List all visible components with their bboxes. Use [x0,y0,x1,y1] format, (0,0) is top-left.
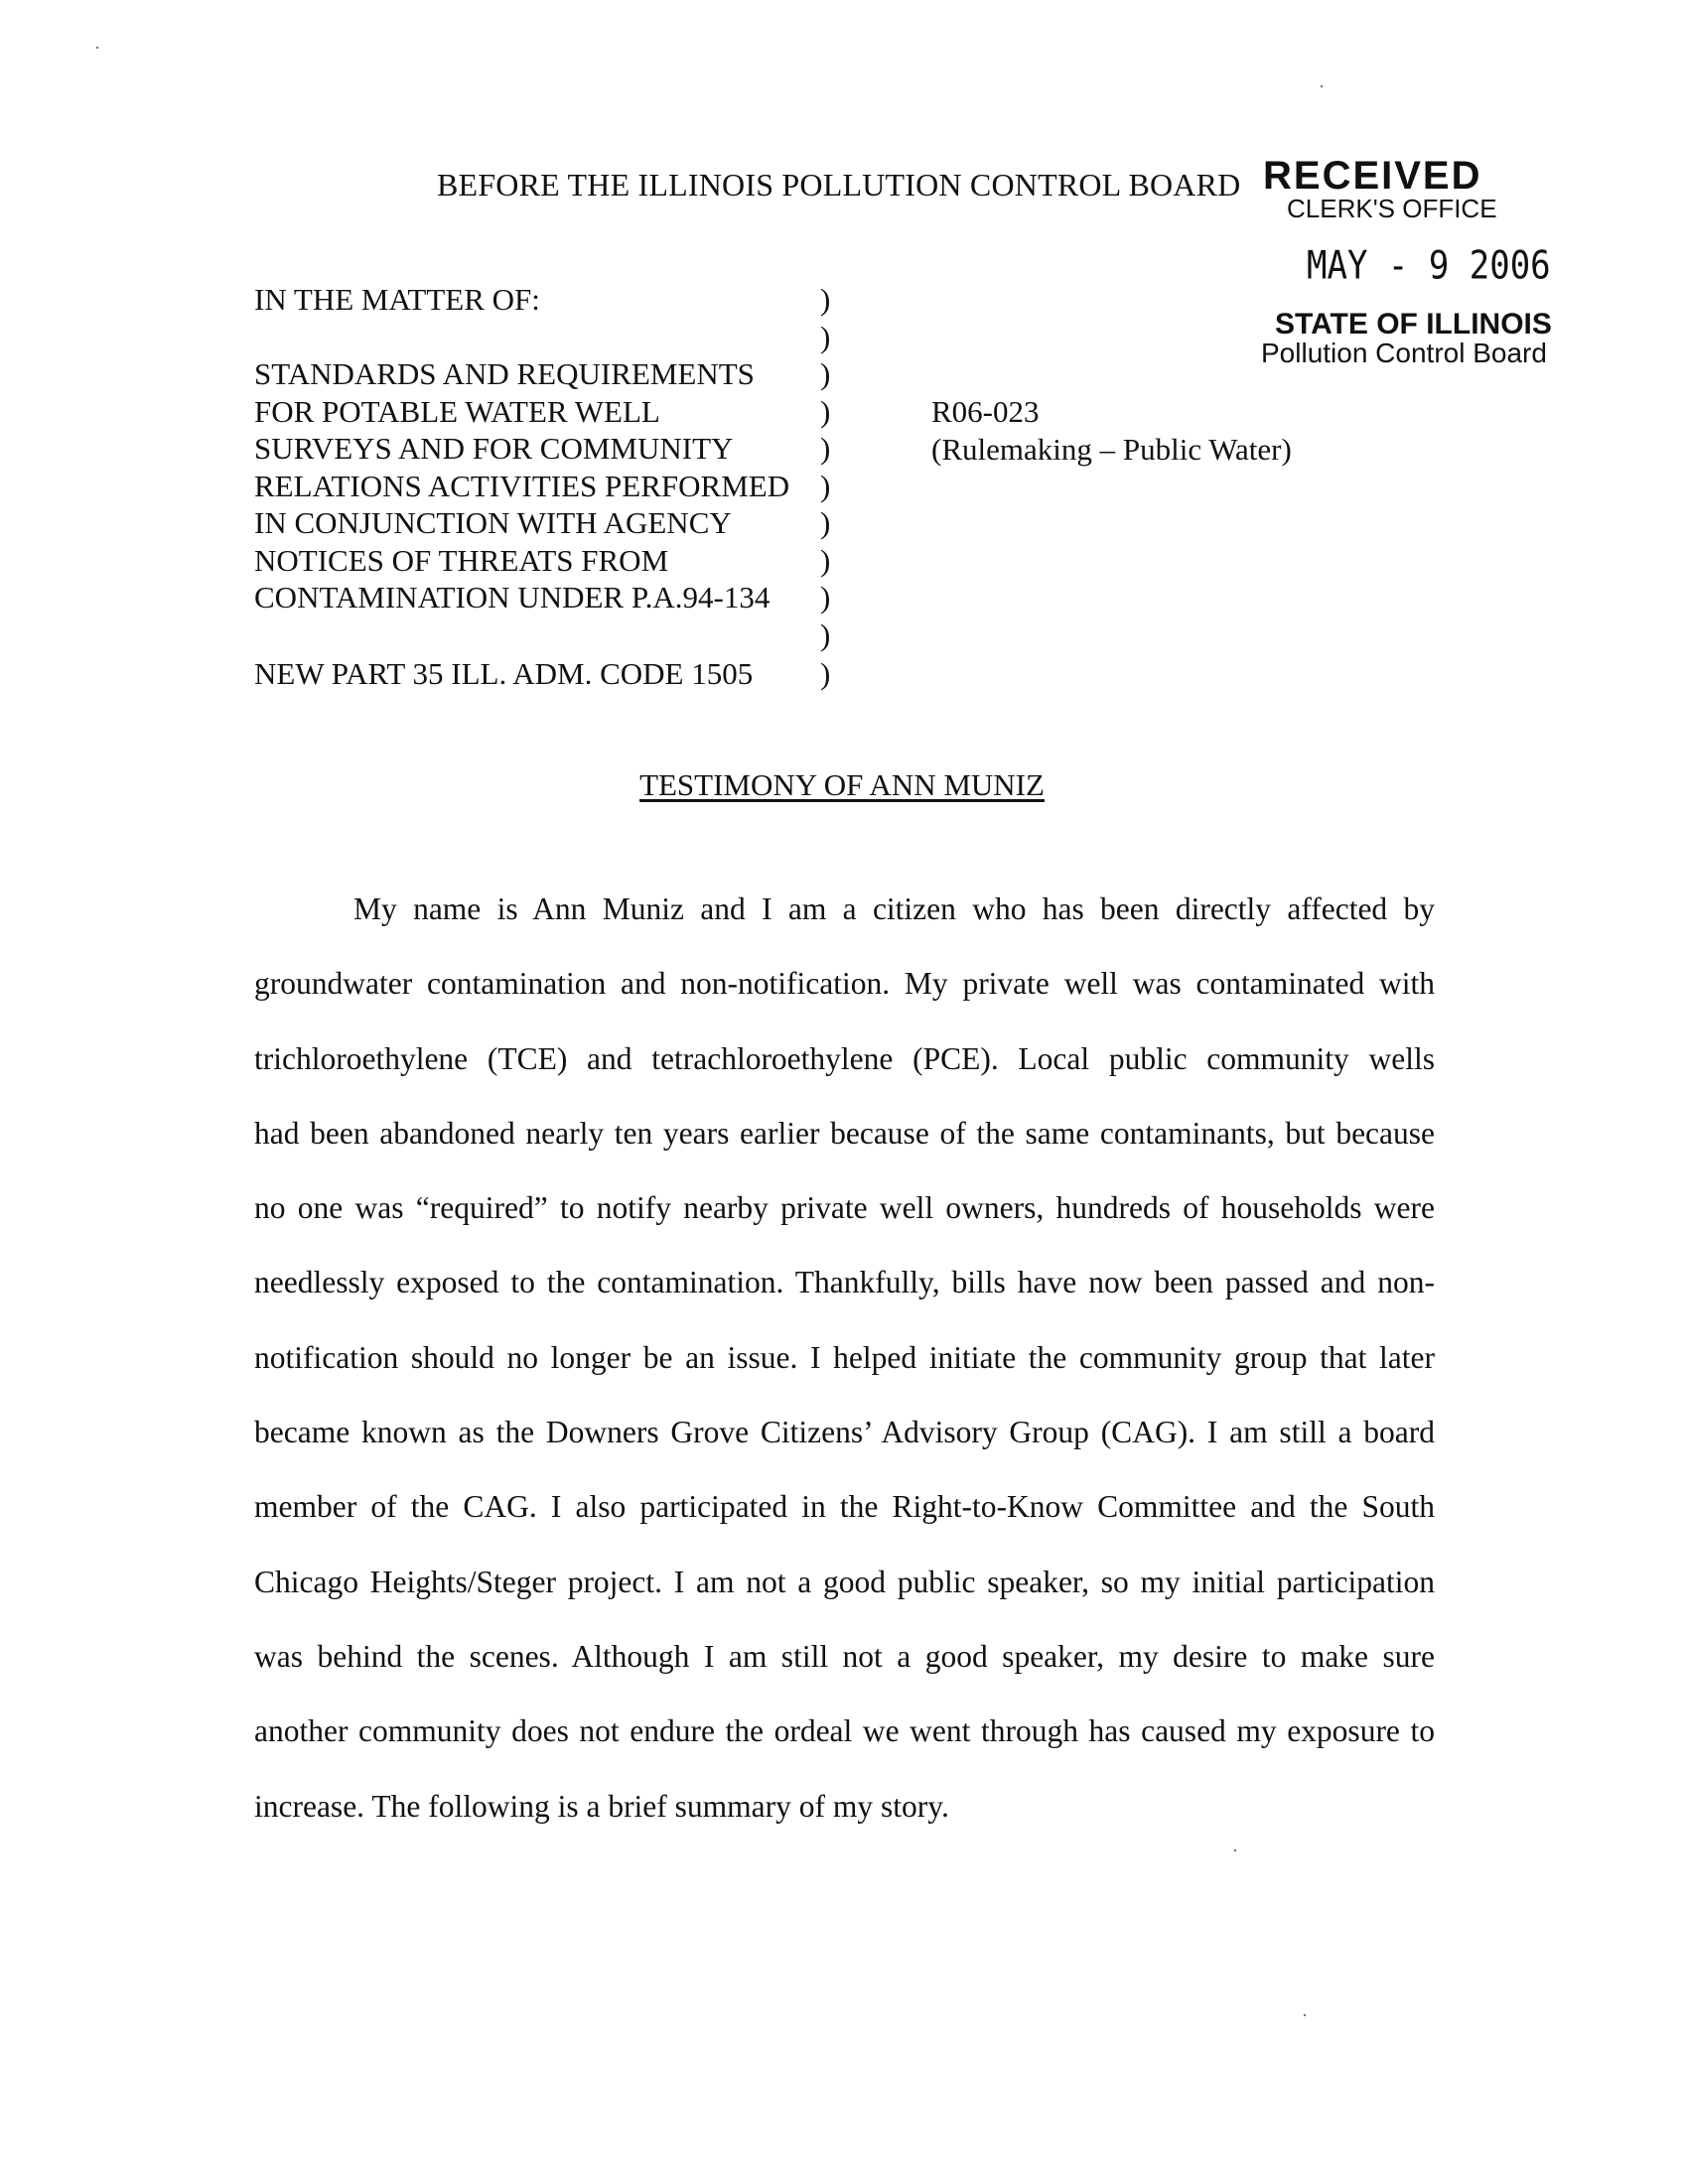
body-line: no one was “required” to notify nearby private well owners, hundreds of households were [254,1190,1435,1226]
stamp-date: MAY - 9 2006 [1307,243,1551,289]
body-line: became known as the Downers Grove Citizens’ Advisory Group (CAG). I am still a board [254,1415,1435,1450]
caption-line: RELATIONS ACTIVITIES PERFORMED [254,468,790,503]
caption-line [254,616,789,654]
caption-line: NEW PART 35 ILL. ADM. CODE 1505 [254,656,754,691]
caption-paren: ) [820,656,831,691]
caption-line: IN CONJUNCTION WITH AGENCY [254,505,732,540]
body-line: trichloroethylene (TCE) and tetrachloroethylene (PCE). Local public community wells [254,1040,1435,1076]
body-line: increase. The following is a brief summary of my story. [254,1788,949,1824]
testimony-body [254,872,1435,1843]
caption-paren: ) [820,431,831,466]
caption-parentheses [820,281,830,693]
caption-paren: ) [820,282,831,317]
caption-paren: ) [820,580,831,614]
scan-speck [1321,85,1323,87]
caption-line: STANDARDS AND REQUIREMENTS [254,356,755,391]
stamp-clerks-office: CLERK'S OFFICE [1287,194,1497,223]
body-line: notification should no longer be an issue. I helped initiate the community group that later [254,1339,1435,1375]
body-line: member of the CAG. I also participated in the Right-to-Know Committee and the South [254,1489,1435,1525]
caption-paren: ) [820,319,831,354]
scan-speck [1304,2014,1306,2016]
body-line: had been abandoned nearly ten years earlier because of the same contaminants, but because [254,1115,1435,1151]
stamp-board: Pollution Control Board [1261,338,1547,368]
scan-speck [1234,1849,1236,1851]
body-line: needlessly exposed to the contamination. Thankfully, bills have now been passed and non- [254,1265,1435,1300]
case-caption [254,281,789,693]
docket-number: R06-023 [931,394,1040,429]
caption-paren: ) [820,542,831,578]
testimony-title-text: TESTIMONY OF ANN MUNIZ [639,767,1045,802]
caption-paren: ) [820,468,831,503]
caption-line: SURVEYS AND FOR COMMUNITY [254,431,734,466]
testimony-title [0,767,1684,803]
board-title: BEFORE THE ILLINOIS POLLUTION CONTROL BOARD [437,167,1241,203]
caption-line: CONTAMINATION UNDER P.A.94-134 [254,580,771,614]
caption-paren: ) [820,505,831,540]
caption-line: NOTICES OF THREATS FROM [254,542,669,578]
body-line: was behind the scenes. Although I am still not a good speaker, my desire to make sure [254,1638,1435,1674]
docket-type: (Rulemaking – Public Water) [931,431,1292,467]
caption-line: FOR POTABLE WATER WELL [254,393,660,429]
scan-speck [96,47,98,49]
caption-line [254,319,789,356]
caption-line: IN THE MATTER OF: [254,282,540,317]
stamp-state: STATE OF ILLINOIS [1275,308,1552,341]
docket-info [931,393,1292,468]
body-line: groundwater contamination and non-notification. My private well was contaminated with [254,966,1435,1002]
caption-paren: ) [820,356,831,391]
caption-paren: ) [820,393,831,429]
body-line: another community does not endure the ordeal we went through has caused my exposure to [254,1713,1435,1749]
body-line: Chicago Heights/Steger project. I am not a good public speaker, so my initial participation [254,1564,1435,1599]
stamp-received: RECEIVED [1263,154,1482,198]
body-line: My name is Ann Muniz and I am a citizen who has been directly affected by [353,891,1435,926]
caption-paren: ) [820,616,831,652]
